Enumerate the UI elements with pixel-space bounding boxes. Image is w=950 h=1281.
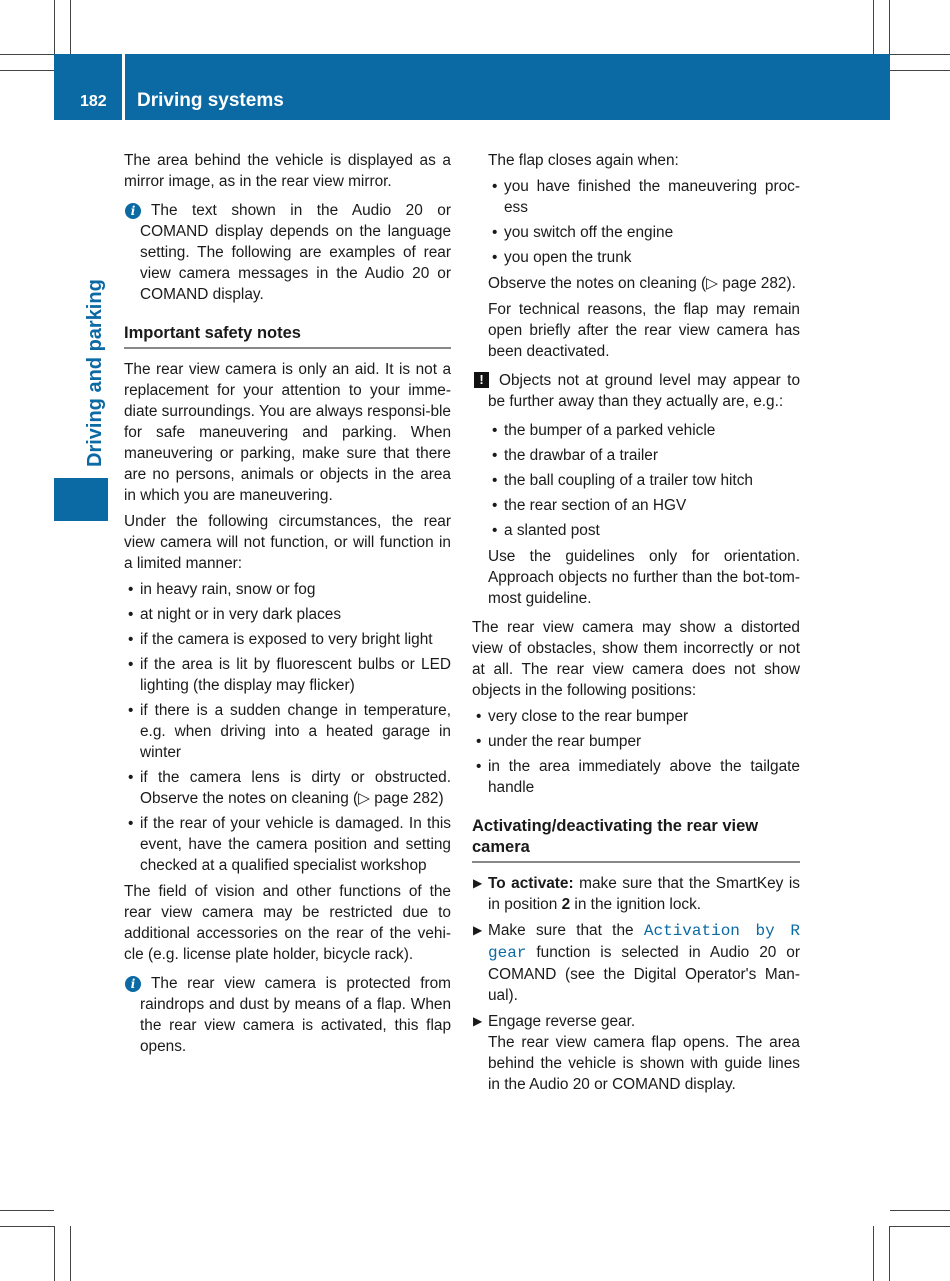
- header-separator: [122, 54, 125, 120]
- paragraph: The rear view camera may show a distorted view of obstacles, show them incorrectly or not at all. The rear view camera does not show objects in the following positions:: [472, 619, 800, 699]
- list-item: • you have finished the maneuvering proc-ess: [488, 176, 800, 218]
- crop-mark: [889, 1226, 890, 1281]
- paragraph: The field of vision and other functions of the rear view camera may be restricted due to additional accessories on the rear of the vehi-cle (e.g. license plate holder, bicycle rack).: [124, 883, 451, 963]
- left-column: [124, 150, 451, 1065]
- instruction-step: [472, 873, 800, 915]
- note-text: The text shown in the Audio 20 or COMAND display depends on the language setting. The following are examples of rear view camera messages in the Audio 20 or COMAND display.: [140, 202, 451, 303]
- info-note: [124, 200, 451, 305]
- step-label: To activate:: [488, 875, 574, 892]
- info-icon: i: [125, 203, 141, 219]
- crop-mark: [890, 1226, 950, 1227]
- crop-mark: [54, 1226, 55, 1281]
- crop-mark: [0, 1226, 54, 1227]
- list-item: • under the rear bumper: [472, 731, 800, 752]
- list-item: • a slanted post: [488, 520, 800, 541]
- paragraph: Observe the notes on cleaning (▷ page 282).: [488, 275, 796, 292]
- crop-mark: [0, 1210, 54, 1211]
- bullet-list: [488, 420, 800, 541]
- ignition-position: 2: [561, 896, 571, 913]
- bullet-list: [472, 706, 800, 798]
- warning-text: Objects not at ground level may appear to be further away than they actually are, e.g.:: [488, 372, 800, 410]
- crop-mark: [873, 0, 874, 54]
- paragraph: The flap closes again when:: [488, 152, 679, 169]
- list-item: • if the rear of your vehicle is damaged. In this event, have the camera position and setting checked at a qualified specialist workshop: [124, 813, 451, 876]
- list-item: • the ball coupling of a trailer tow hitch: [488, 470, 800, 491]
- paragraph: Use the guidelines only for orientation. Approach objects no further than the bot-tom-most guideline.: [488, 548, 800, 607]
- paragraph: Under the following circumstances, the rear view camera will not function, or will function in a limited manner:: [124, 513, 451, 572]
- paragraph: The area behind the vehicle is displayed as a mirror image, as in the rear view mirror.: [124, 152, 451, 190]
- list-item: • the drawbar of a trailer: [488, 445, 800, 466]
- side-tab-marker: [54, 478, 108, 521]
- step-text: Make sure that the: [488, 922, 644, 939]
- crop-mark: [54, 0, 55, 54]
- instruction-step: [472, 1011, 800, 1095]
- crop-mark: [0, 70, 54, 71]
- crop-mark: [889, 0, 890, 54]
- list-item: • you switch off the engine: [488, 222, 800, 243]
- crop-mark: [70, 0, 71, 54]
- step-result: The rear view camera flap opens. The area behind the vehicle is shown with guide lines in the Audio 20 or COMAND display.: [488, 1034, 800, 1093]
- crop-mark: [873, 1226, 874, 1281]
- list-item: • if the camera lens is dirty or obstructed. Observe the notes on cleaning (▷ page 282): [124, 767, 451, 809]
- step-text: make sure that the SmartKey is in position: [488, 875, 800, 913]
- info-icon: i: [125, 976, 141, 992]
- list-item: • in heavy rain, snow or fog: [124, 579, 451, 600]
- list-item: • if the camera is exposed to very bright light: [124, 629, 451, 650]
- warning-icon: !: [474, 372, 489, 388]
- section-title: Driving systems: [137, 90, 284, 111]
- bullet-list: [488, 176, 800, 268]
- step-arrow-icon: ▶: [473, 1014, 483, 1028]
- step-text: function is selected in Audio 20 or COMAND (see the Digital Operator's Man-ual).: [488, 944, 800, 1004]
- section-heading: Important safety notes: [124, 323, 451, 349]
- list-item: • at night or in very dark places: [124, 604, 451, 625]
- info-note: [124, 973, 451, 1057]
- list-item: • the rear section of an HGV: [488, 495, 800, 516]
- list-item: • if there is a sudden change in temperature, e.g. when driving into a heated garage in winter: [124, 700, 451, 763]
- crop-mark: [0, 54, 54, 55]
- list-item: • you open the trunk: [488, 247, 800, 268]
- list-item: • if the area is lit by fluorescent bulbs or LED lighting (the display may flicker): [124, 654, 451, 696]
- step-arrow-icon: ▶: [473, 876, 483, 890]
- paragraph: The rear view camera is only an aid. It is not a replacement for your attention to your imme-diate surroundings. You are always responsi-ble for safe maneuvering and parking. When maneuvering or parking, make sure that there are no persons, animals or objects in the area in which you are maneuvering.: [124, 361, 451, 504]
- list-item: • the bumper of a parked vehicle: [488, 420, 800, 441]
- paragraph: For technical reasons, the flap may remain open briefly after the rear view camera has been deactivated.: [488, 301, 800, 360]
- warning-note: [472, 370, 800, 412]
- instruction-step: [472, 920, 800, 1006]
- bullet-list: [124, 579, 451, 876]
- side-tab-label: Driving and parking: [84, 279, 106, 467]
- crop-mark: [890, 1210, 950, 1211]
- list-item: • in the area immediately above the tailgate handle: [472, 756, 800, 798]
- display-function-name: Activation by R gear: [488, 922, 800, 962]
- crop-mark: [70, 1226, 71, 1281]
- step-text: in the ignition lock.: [570, 896, 702, 913]
- crop-mark: [890, 70, 950, 71]
- crop-mark: [890, 54, 950, 55]
- step-arrow-icon: ▶: [473, 923, 483, 937]
- section-heading: Activating/deactivating the rear view camera: [472, 816, 800, 863]
- step-text: Engage reverse gear.: [488, 1013, 636, 1030]
- list-item: • very close to the rear bumper: [472, 706, 800, 727]
- right-column: [472, 150, 800, 1100]
- note-text: The rear view camera is protected from raindrops and dust by means of a flap. When the rear view camera is activated, this flap opens.: [140, 975, 451, 1055]
- page-number: 182: [80, 93, 107, 110]
